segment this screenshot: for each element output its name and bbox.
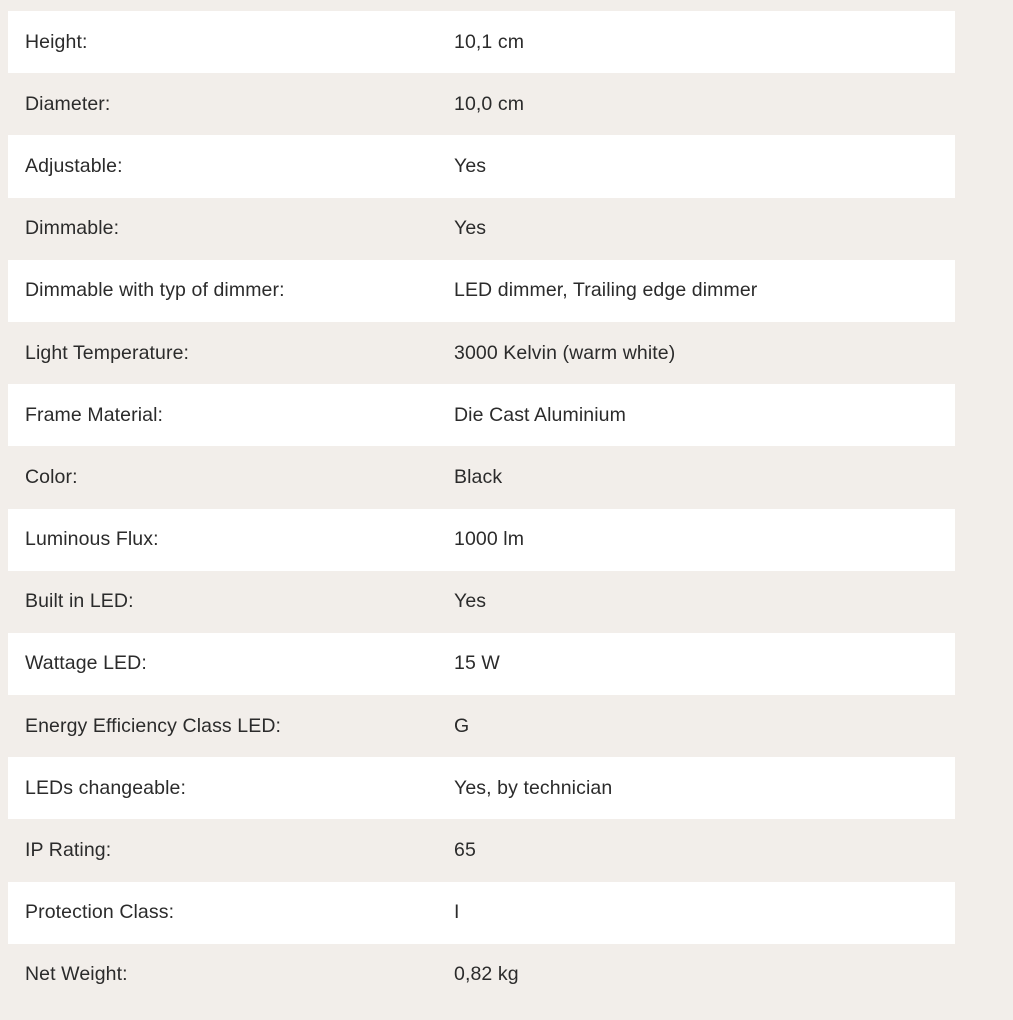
spec-value: I [454,901,460,924]
spec-label: Diameter: [25,92,111,115]
spec-value: Yes [454,154,487,177]
spec-label: Luminous Flux: [25,528,159,551]
spec-value: Black [454,465,503,488]
spec-row-frame-material [8,384,955,446]
spec-row-protection-class [8,882,955,944]
spec-row-energy-efficiency [8,695,955,757]
spec-value: 15 W [454,652,500,675]
spec-row-adjustable [8,135,955,197]
spec-label: Energy Efficiency Class LED: [25,714,282,737]
spec-value: Yes [454,590,487,613]
spec-row-net-weight [8,944,955,1006]
spec-label: Color: [25,465,78,488]
spec-value: G [454,714,470,737]
spec-label: Wattage LED: [25,652,147,675]
spec-value: 3000 Kelvin (warm white) [454,341,676,364]
spec-row-luminous-flux [8,509,955,571]
spec-row-built-in-led [8,571,955,633]
spec-row-diameter [8,73,955,135]
spec-value: Yes, by technician [454,776,613,799]
spec-label: Protection Class: [25,901,175,924]
spec-label: Frame Material: [25,403,164,426]
spec-row-color [8,446,955,508]
spec-row-light-temperature [8,322,955,384]
spec-value: 65 [454,839,476,862]
spec-label: Height: [25,30,88,53]
spec-label: IP Rating: [25,839,112,862]
spec-label: Built in LED: [25,590,134,613]
spec-row-ip-rating [8,819,955,881]
spec-row-dimmable [8,198,955,260]
spec-value: 10,1 cm [454,30,525,53]
spec-value: 10,0 cm [454,92,525,115]
spec-label: Dimmable: [25,217,120,240]
spec-value: Yes [454,217,487,240]
spec-table [8,11,955,1006]
spec-label: Adjustable: [25,154,123,177]
spec-label: Dimmable with typ of dimmer: [25,279,285,302]
spec-label: LEDs changeable: [25,776,186,799]
spec-value: LED dimmer, Trailing edge dimmer [454,279,758,302]
spec-label: Net Weight: [25,963,128,986]
spec-value: 1000 lm [454,528,525,551]
spec-value: 0,82 kg [454,963,519,986]
spec-row-leds-changeable [8,757,955,819]
spec-label: Light Temperature: [25,341,190,364]
spec-row-dimmer-type [8,260,955,322]
spec-value: Die Cast Aluminium [454,403,626,426]
spec-row-height [8,11,955,73]
spec-row-wattage-led [8,633,955,695]
